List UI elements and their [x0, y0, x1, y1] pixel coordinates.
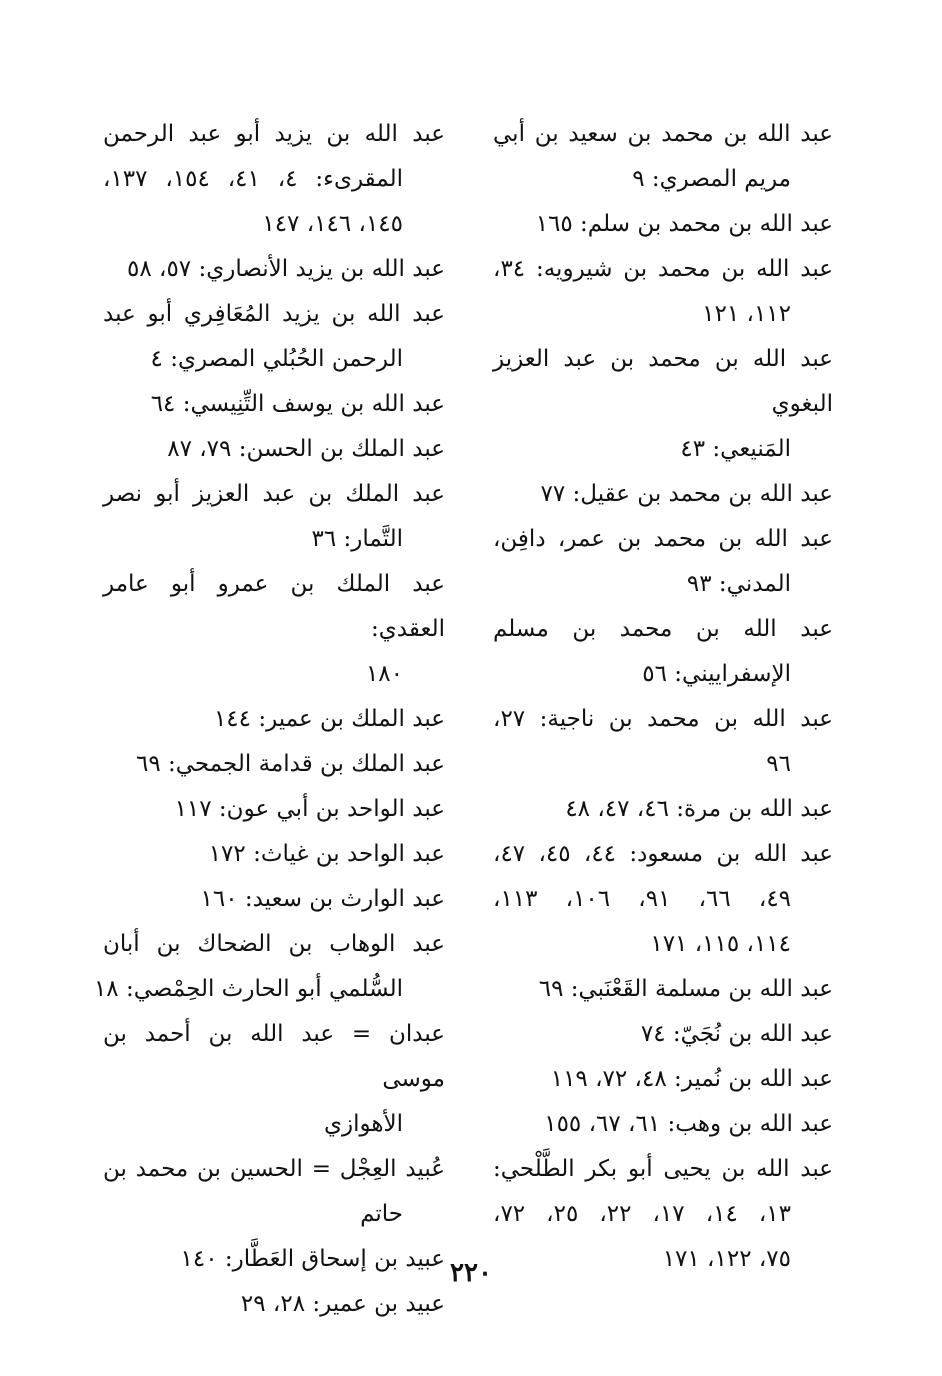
- index-entry: [493, 607, 833, 697]
- entry-heading-line: عبد الله بن مرة: ٤٦، ٤٧، ٤٨: [565, 796, 833, 822]
- index-entry: [493, 787, 833, 832]
- entry-heading-line: عبد الله بن محمد بن عبد العزيز البغوي: [493, 346, 833, 417]
- entry-heading-line: عبد الله بن محمد بن سلم: ١٦٥: [535, 211, 833, 237]
- entry-continuation-line: ١٨٠: [365, 661, 403, 687]
- entry-heading-line: عبد الله بن محمد بن ناجية: ٢٧،: [493, 706, 833, 732]
- entry-heading-line: عبد الله بن محمد بن سعيد بن أبي: [493, 121, 833, 147]
- entry-continuation-line: السُّلمي أبو الحارث الحِمْصي: ١٨: [93, 976, 403, 1002]
- entry-continuation-line: الرحمن الحُبُلي المصري: ٤: [150, 346, 403, 372]
- entry-continuation-line: الأهوازي: [323, 1111, 403, 1137]
- entry-continuation-line: حاتم: [360, 1201, 403, 1227]
- entry-heading-line: عبد الله بن يزيد أبو عبد الرحمن: [103, 121, 445, 147]
- index-entry: [103, 112, 445, 247]
- entry-continuation-line: مريم المصري: ٩: [632, 166, 791, 192]
- index-entry: [493, 697, 833, 787]
- entry-heading-line: عبد الله بن يوسف التِّنِيسي: ٦٤: [150, 391, 445, 417]
- index-entry: [103, 247, 445, 292]
- entry-continuation-line: الإسفراييني: ٥٦: [642, 661, 791, 687]
- entry-heading-line: عبد الوهاب بن الضحاك بن أبان: [103, 931, 445, 957]
- entry-heading-line: عبد الله بن محمد بن عقيل: ٧٧: [540, 481, 833, 507]
- index-entry: [103, 742, 445, 787]
- entry-heading-line: عبد الله بن يحيى أبو بكر الطَّلْحي:: [493, 1156, 833, 1182]
- entry-continuation-line: ٤٩، ٦٦، ٩١، ١٠٦، ١١٣،: [493, 886, 792, 912]
- entry-continuation-line: المقرىء: ٤، ٤١، ١٥٤، ١٣٧،: [103, 166, 403, 192]
- entry-heading-line: عبد الوارث بن سعيد: ١٦٠: [200, 886, 445, 912]
- entry-heading-line: عبد الواحد بن غياث: ١٧٢: [208, 841, 445, 867]
- entry-heading-line: عبد الله بن يزيد المُعَافِري أبو عبد: [103, 301, 445, 327]
- left-index-column: [93, 112, 445, 1327]
- entry-heading-line: عُبيد العِجْل = الحسين بن محمد بن: [103, 1156, 445, 1182]
- entry-heading-line: عبد الله بن نُجَيّ: ٧٤: [640, 1021, 833, 1047]
- entry-continuation-line: ١١٤، ١١٥، ١٧١: [650, 931, 791, 957]
- entry-heading-line: عبد الملك بن عبد العزيز أبو نصر: [103, 481, 445, 507]
- index-entry: [103, 1147, 445, 1237]
- entry-continuation-line: ٩٦: [766, 751, 791, 777]
- index-entry: [103, 562, 445, 697]
- index-entry: [493, 112, 833, 202]
- entry-continuation-line: ١٣، ١٤، ١٧، ٢٢، ٢٥، ٧٢،: [493, 1201, 792, 1227]
- entry-continuation-line: المدني: ٩٣: [686, 571, 791, 597]
- entry-continuation-line: التَّمار: ٣٦: [311, 526, 403, 552]
- index-entry: [103, 787, 445, 832]
- entry-heading-line: عبد الله بن يزيد الأنصاري: ٥٧، ٥٨: [126, 256, 445, 282]
- entry-heading-line: عبيد بن عمير: ٢٨، ٢٩: [240, 1291, 445, 1317]
- index-entry: [493, 1057, 833, 1102]
- entry-heading-line: عبد الله بن وهب: ٦١، ٦٧، ١٥٥: [544, 1111, 833, 1137]
- entry-heading-line: عبد الله بن محمد بن شيرويه: ٣٤،: [493, 256, 833, 282]
- entry-heading-line: عبد الله بن محمد بن مسلم: [493, 616, 833, 642]
- entry-heading-line: عبد الملك بن عمرو أبو عامر العقدي:: [103, 571, 445, 642]
- entry-heading-line: عبد الملك بن عمير: ١٤٤: [213, 706, 445, 732]
- index-entry: [103, 877, 445, 922]
- entry-continuation-line: المَنيعي: ٤٣: [680, 436, 791, 462]
- index-entry: [103, 472, 445, 562]
- index-entry: [493, 517, 833, 607]
- entry-heading-line: عبد الملك بن الحسن: ٧٩، ٨٧: [167, 436, 445, 462]
- entry-heading-line: عبد الله بن نُمير: ٤٨، ٧٢، ١١٩: [550, 1066, 833, 1092]
- entry-continuation-line: ١٤٥، ١٤٦، ١٤٧: [262, 211, 403, 237]
- entry-heading-line: عبد الله بن مسلمة القَعْنَبي: ٦٩: [538, 976, 833, 1002]
- index-entry: [103, 832, 445, 877]
- index-entry: [103, 382, 445, 427]
- entry-heading-line: عبدان = عبد الله بن أحمد بن موسى: [103, 1021, 445, 1092]
- entry-continuation-line: ٧٥، ١٢٢، ١٧١: [662, 1246, 791, 1272]
- entry-heading-line: عبد الله بن مسعود: ٤٤، ٤٥، ٤٧،: [493, 841, 833, 867]
- index-entry: [493, 202, 833, 247]
- entry-heading-line: عبد الواحد بن أبي عون: ١١٧: [174, 796, 445, 822]
- index-entry: [493, 472, 833, 517]
- page-number: ٢٢٠: [450, 1258, 492, 1288]
- index-entry: [103, 1012, 445, 1147]
- entry-heading-line: عبد الملك بن قدامة الجمحي: ٦٩: [135, 751, 445, 777]
- index-entry: [103, 292, 445, 382]
- index-entry: [493, 832, 833, 967]
- entry-heading-line: عبيد بن إسحاق العَطَّار: ١٤٠: [180, 1246, 445, 1272]
- index-entry: [493, 337, 833, 472]
- right-index-column: [493, 112, 833, 1282]
- index-entry: [493, 247, 833, 337]
- index-entry: [93, 922, 445, 1012]
- index-entry: [103, 1282, 445, 1327]
- index-entry: [493, 1102, 833, 1147]
- index-entry: [103, 697, 445, 742]
- entry-continuation-line: ١١٢، ١٢١: [702, 301, 791, 327]
- index-entry: [493, 967, 833, 1012]
- index-entry: [103, 427, 445, 472]
- index-entry: [493, 1012, 833, 1057]
- entry-heading-line: عبد الله بن محمد بن عمر، دافِن،: [493, 526, 833, 552]
